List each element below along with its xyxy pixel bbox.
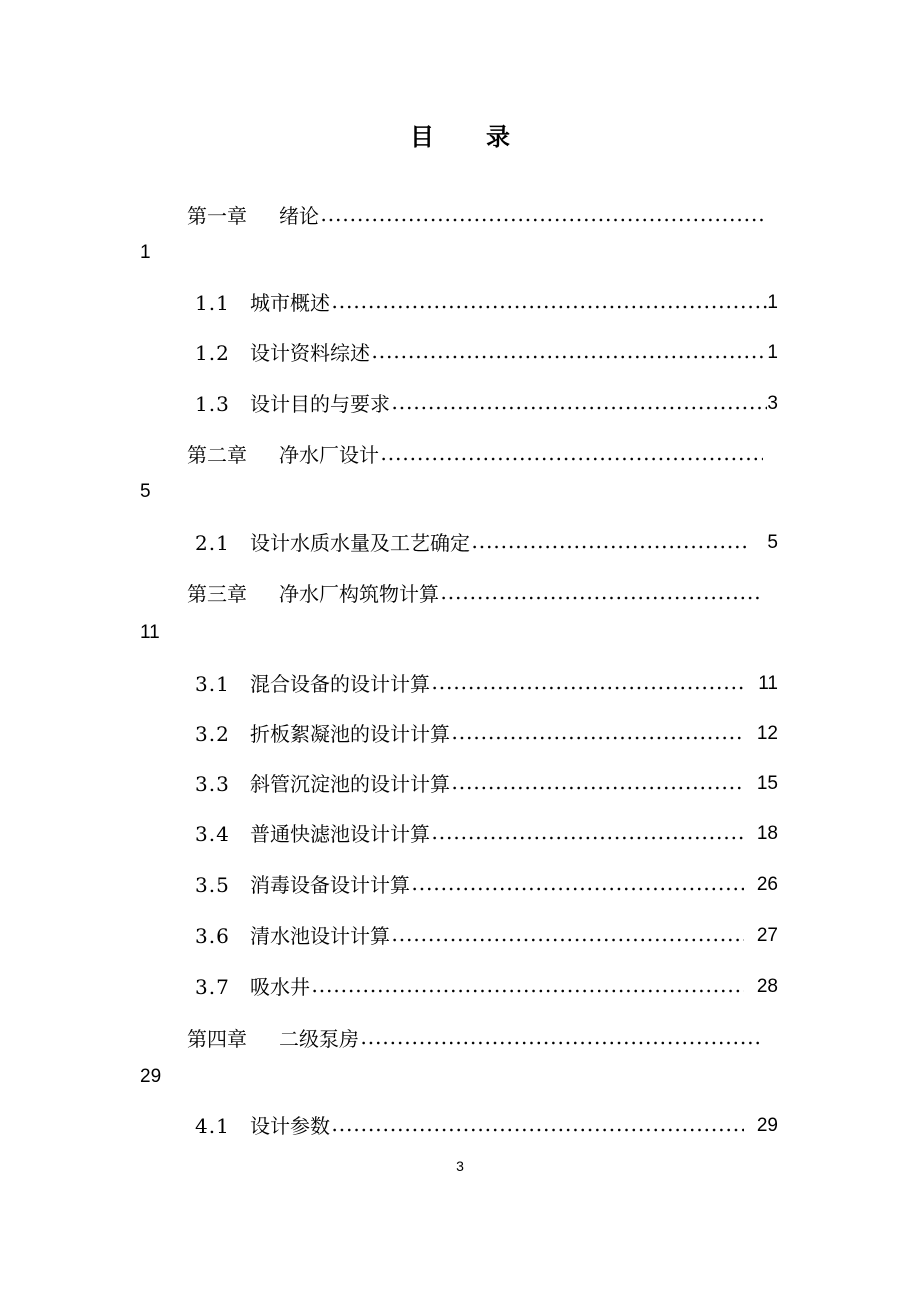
section-title: 混合设备的设计计算: [250, 672, 430, 696]
toc-section-3-4[interactable]: [195, 821, 778, 847]
dot-leader: [450, 771, 744, 797]
chapter-title: 绪论: [279, 204, 319, 228]
chapter-title: 净水厂设计: [279, 443, 379, 467]
section-number: 3.5: [195, 873, 230, 897]
section-page-number: 29: [756, 1115, 778, 1136]
toc-chapter-4[interactable]: [187, 1026, 763, 1052]
section-number: 2.1: [195, 531, 230, 555]
dot-leader: [390, 391, 767, 417]
dot-leader: [379, 442, 763, 468]
section-number: 1.2: [195, 341, 230, 365]
section-title: 消毒设备设计计算: [250, 873, 410, 897]
toc-chapter-2[interactable]: [187, 442, 763, 468]
section-number: 1.3: [195, 392, 230, 416]
chapter-page-number: 5: [140, 481, 151, 502]
section-title: 普通快滤池设计计算: [250, 822, 430, 846]
section-number: 3.3: [195, 772, 230, 796]
chapter-page-number: 29: [140, 1066, 162, 1087]
toc-title: 目录: [410, 122, 562, 151]
section-title: 斜管沉淀池的设计计算: [250, 772, 450, 796]
dot-leader: [430, 821, 744, 847]
toc-section-1-3[interactable]: [195, 391, 778, 417]
toc-chapter-3[interactable]: [187, 581, 763, 607]
chapter-number: 第一章: [187, 204, 247, 228]
section-number: 3.6: [195, 924, 230, 948]
section-page-number: 28: [756, 976, 778, 997]
section-page-number: 11: [758, 673, 778, 694]
section-number: 3.4: [195, 822, 230, 846]
dot-leader: [310, 974, 744, 1000]
dot-leader: [330, 1113, 744, 1139]
chapter-page-number: 11: [140, 622, 160, 643]
section-number: 4.1: [195, 1114, 230, 1138]
chapter-number: 第二章: [187, 443, 247, 467]
section-title: 设计资料综述: [250, 341, 370, 365]
chapter-title: 净水厂构筑物计算: [279, 582, 439, 606]
section-page-number: 27: [756, 925, 778, 946]
chapter-number: 第四章: [187, 1027, 247, 1051]
section-title: 设计水质水量及工艺确定: [250, 531, 470, 555]
chapter-number: 第三章: [187, 582, 247, 606]
section-title: 折板絮凝池的设计计算: [250, 722, 450, 746]
section-number: 3.2: [195, 722, 230, 746]
dot-leader: [359, 1026, 763, 1052]
toc-section-2-1[interactable]: [195, 530, 778, 556]
toc-section-1-2[interactable]: [195, 340, 778, 366]
dot-leader: [319, 203, 763, 229]
section-title: 吸水井: [250, 975, 310, 999]
toc-section-3-2[interactable]: [195, 721, 778, 747]
section-title: 设计目的与要求: [250, 392, 390, 416]
toc-section-4-1[interactable]: [195, 1113, 778, 1139]
section-title: 城市概述: [250, 291, 330, 315]
toc-section-3-3[interactable]: [195, 771, 778, 797]
chapter-title: 二级泵房: [279, 1027, 359, 1051]
dot-leader: [410, 872, 744, 898]
section-page-number: 26: [756, 874, 778, 895]
section-number: 3.1: [195, 672, 230, 696]
dot-leader: [470, 530, 746, 556]
toc-chapter-1[interactable]: [187, 203, 763, 229]
section-page-number: 1: [767, 292, 778, 313]
dot-leader: [390, 923, 744, 949]
toc-section-3-6[interactable]: [195, 923, 778, 949]
toc-section-3-7[interactable]: [195, 974, 778, 1000]
section-page-number: 5: [767, 532, 778, 553]
section-page-number: 18: [756, 823, 778, 844]
dot-leader: [450, 721, 744, 747]
toc-section-3-5[interactable]: [195, 872, 778, 898]
section-page-number: 1: [767, 342, 778, 363]
chapter-page-number: 1: [140, 242, 151, 263]
section-title: 设计参数: [250, 1114, 330, 1138]
section-number: 1.1: [195, 291, 230, 315]
section-title: 清水池设计计算: [250, 924, 390, 948]
section-page-number: 12: [756, 723, 778, 744]
dot-leader: [430, 671, 744, 697]
dot-leader: [439, 581, 763, 607]
section-number: 3.7: [195, 975, 230, 999]
section-page-number: 3: [767, 393, 778, 414]
toc-section-3-1[interactable]: [195, 671, 778, 697]
dot-leader: [330, 290, 767, 316]
dot-leader: [370, 340, 767, 366]
section-page-number: 15: [756, 773, 778, 794]
footer-page-number: 3: [456, 1158, 464, 1174]
toc-section-1-1[interactable]: [195, 290, 778, 316]
